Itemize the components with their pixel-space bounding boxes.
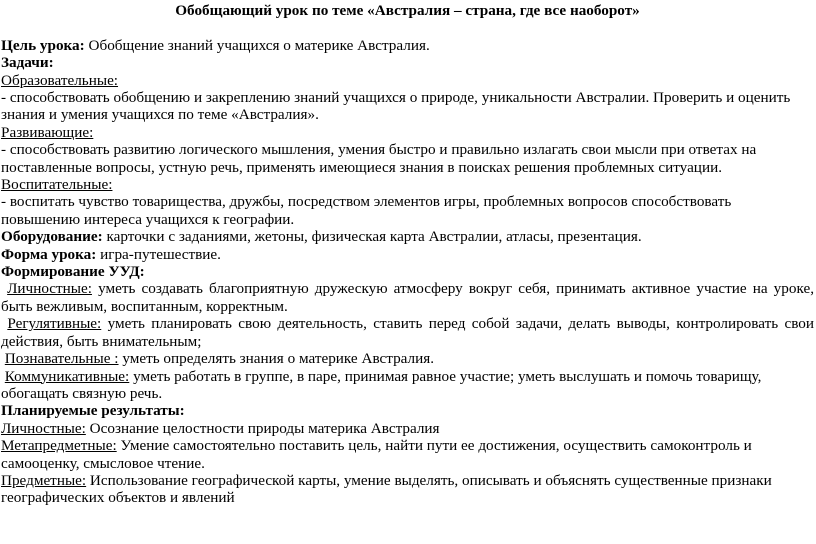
task-upbringing-label (1, 176, 814, 193)
tasks-heading (1, 54, 814, 71)
task-educational-label (1, 72, 814, 89)
uud-item-label: Регулятивные: (7, 315, 102, 333)
result-personal (1, 420, 814, 437)
results-heading (1, 402, 814, 419)
result-label: Предметные: (1, 471, 87, 489)
tasks-label: Задачи: (1, 54, 54, 72)
uud-personal (1, 280, 814, 315)
result-label: Метапредметные: (1, 437, 117, 455)
uud-item-text: уметь планировать свою деятельность, ставить перед собой задачи, делать выводы, контролировать свои действия, быть внимательным; (1, 315, 814, 350)
result-text: Использование географической карты, умение выделять, описывать и объяснять существенные признаки географических объектов и явлений (1, 471, 772, 507)
uud-cognitive (1, 350, 814, 367)
uud-item-text: уметь создавать благоприятную дружескую атмосферу вокруг себя, принимать активное участие на уроке, быть вежливым, воспитанным, корректным. (1, 280, 815, 315)
result-label: Личностные: (1, 419, 86, 437)
uud-item-label: Познавательные : (4, 350, 119, 368)
uud-item-text: уметь работать в группе, в паре, принимая равное участие; уметь выслушать и помочь товарищу, обогащать связную речь. (1, 367, 762, 402)
form-label: Форма урока: (1, 245, 97, 263)
result-metasubject (1, 437, 814, 472)
task-label: Развивающие: (1, 123, 94, 141)
result-text: Умение самостоятельно поставить цель, найти пути ее достижения, осуществить самоконтроль и самооценку, смысловое чтение. (1, 437, 752, 472)
uud-item-label: Коммуникативные: (4, 367, 130, 385)
task-developing-label (1, 124, 814, 141)
task-educational-text: - способствовать обобщению и закреплению знаний учащихся о природе, уникальности Австралии. Проверить и оценить знания и умения учащихся по теме «Австралия». (1, 89, 791, 124)
equipment (1, 228, 814, 245)
task-label: Образовательные: (1, 71, 119, 89)
uud-heading (1, 263, 814, 280)
task-upbringing-text: - воспитать чувство товарищества, дружбы, посредством элементов игры, проблемных вопросов способствовать повышению интереса учащихся к географии. (1, 193, 732, 228)
task-developing-text: - способствовать развитию логического мышления, умения быстро и правильно излагать свои мысли при ответах на поставленные вопросы, устную речь, применять имеющиеся знания в поисках решения проблемных ситуации. (1, 141, 757, 176)
form-text: игра-путешествие. (96, 245, 221, 263)
result-text: Осознание целостности природы материка Австралия (85, 419, 440, 437)
equipment-text: карточки с заданиями, жетоны, физическая карта Австралии, атласы, презентация. (102, 228, 642, 246)
lesson-goal (1, 37, 814, 54)
goal-label: Цель урока: (1, 36, 85, 54)
uud-item-text: уметь определять знания о материке Австралия. (118, 350, 435, 368)
lesson-form (1, 246, 814, 263)
uud-regulatory (1, 315, 814, 350)
task-label: Воспитательные: (1, 176, 113, 194)
equipment-label: Оборудование: (1, 228, 103, 246)
result-subject (1, 472, 814, 507)
goal-text: Обобщение знаний учащихся о материке Австралия. (84, 36, 430, 54)
uud-label: Формирование УУД: (1, 263, 145, 281)
uud-item-label: Личностные: (7, 280, 92, 298)
uud-communicative (1, 368, 814, 403)
results-label: Планируемые результаты: (1, 402, 185, 420)
document-title: Обобщающий урок по теме «Австралия – страна, где все наоборот» (175, 2, 640, 19)
